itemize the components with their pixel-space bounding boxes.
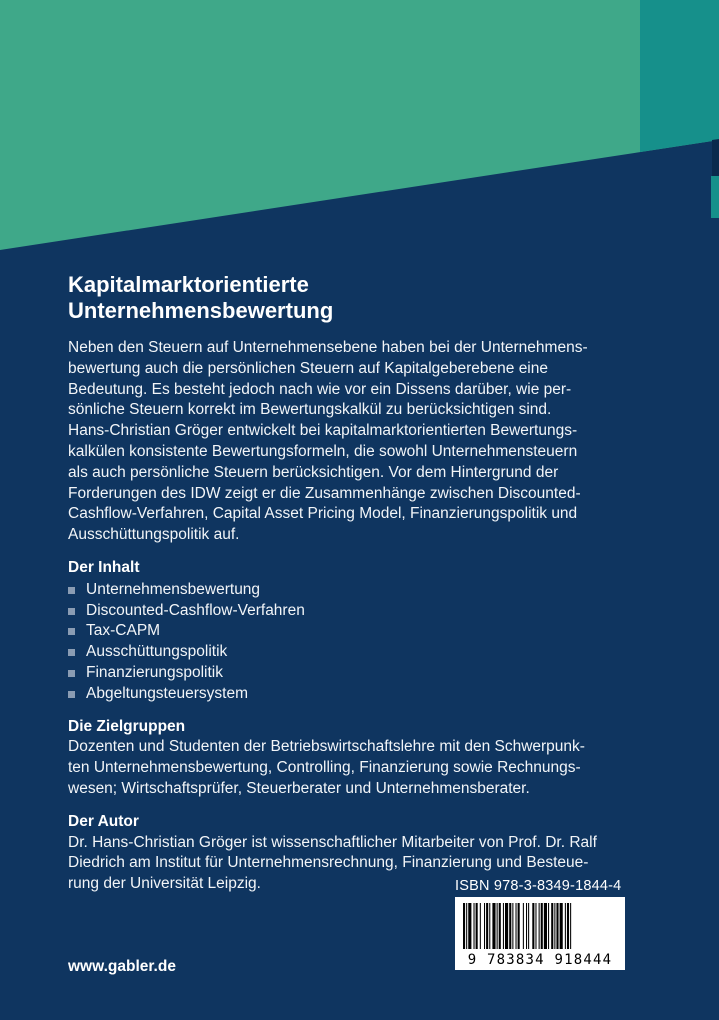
square-bullet-icon [68,649,75,656]
autor-heading: Der Autor [68,812,139,830]
inhalt-list [68,580,668,705]
square-bullet-icon [68,670,75,677]
zielgruppen-line: wesen; Wirtschaftsprüfer, Steuerberater und Unternehmensberater. [68,779,530,797]
inhalt-heading: Der Inhalt [68,558,140,576]
teal-corner [640,0,719,152]
back-cover-text [68,272,668,895]
description-line: kalkülen konsistente Bewertungsformeln, die sowohl Unternehmensteuern [68,442,578,460]
isbn-number: ISBN 978-3-8349-1844-4 [455,878,622,894]
publisher-website: www.gabler.de [68,958,176,975]
description [68,338,668,546]
square-bullet-icon [68,628,75,635]
list-item: Ausschüttungspolitik [68,642,668,663]
autor-line: Dr. Hans-Christian Gröger ist wissenschaftlicher Mitarbeiter von Prof. Dr. Ralf [68,833,597,851]
zielgruppen-line: Dozenten und Studenten der Betriebswirtschaftslehre mit den Schwerpunk- [68,738,585,756]
dark-side-strip [712,139,719,181]
description-line: Forderungen des IDW zeigt er die Zusammenhänge zwischen Discounted- [68,484,581,502]
description-line: bewertung auch die persönlichen Steuern auf Kapitalgeberebene eine [68,359,548,377]
description-line: sönliche Steuern korrekt im Bewertungskalkül zu berücksichtigen sind. [68,401,552,419]
barcode [455,897,625,970]
teal-side-tab [711,176,719,218]
title-line-2: Unternehmensbewertung [68,298,334,323]
list-item: Tax-CAPM [68,621,668,642]
description-line: Cashflow-Verfahren, Capital Asset Pricing Model, Finanzierungspolitik und [68,505,578,523]
zielgruppen-text [68,737,668,799]
list-item: Discounted-Cashflow-Verfahren [68,601,668,622]
square-bullet-icon [68,608,75,615]
autor-line: Diedrich am Institut für Unternehmensrechnung, Finanzierung und Besteue- [68,854,589,872]
description-line: Hans-Christian Gröger entwickelt bei kapitalmarktorientierten Bewertungs- [68,422,578,440]
square-bullet-icon [68,587,75,594]
description-line: Neben den Steuern auf Unternehmensebene haben bei der Unternehmens- [68,339,588,356]
list-item: Unternehmensbewertung [68,580,668,601]
list-item: Abgeltungsteuersystem [68,684,668,705]
autor-line: rung der Universität Leipzig. [68,875,261,893]
list-item: Finanzierungspolitik [68,663,668,684]
title-line-1: Kapitalmarktorientierte [68,272,309,297]
zielgruppen-heading: Die Zielgruppen [68,717,186,735]
description-line: Bedeutung. Es besteht jedoch nach wie vor ein Dissens darüber, wie per- [68,380,572,398]
barcode-digits: 9 783834 918444 [467,952,613,968]
description-line: als auch persönliche Steuern berücksichtigen. Vor dem Hintergrund der [68,463,559,481]
square-bullet-icon [68,691,75,698]
description-line: Ausschüttungspolitik auf. [68,526,240,544]
book-title [68,272,668,324]
zielgruppen-line: ten Unternehmensbewertung, Controlling, Finanzierung sowie Rechnungs- [68,759,581,777]
